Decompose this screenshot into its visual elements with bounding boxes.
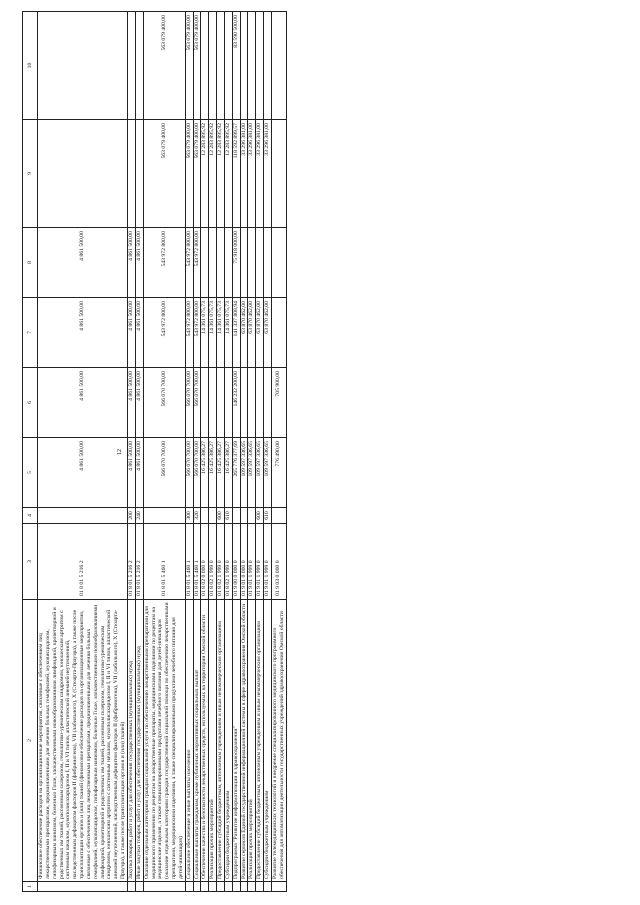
- row-number-cell: [185, 882, 193, 892]
- item-name-cell: Развитие телемедицинских технологий и внедрение специализированного медицинского программного обеспечения для автоматизации деятельности государственных учреждений здравоохранения Омской области: [272, 600, 287, 882]
- amount-cell: 16 425 386,27: [217, 438, 225, 508]
- amount-cell: 563 079 400,00: [185, 120, 193, 228]
- expense-type-cell: [201, 508, 209, 524]
- budget-code-cell: 01 8 01 5 460 1: [185, 524, 193, 600]
- amount-cell: [224, 368, 232, 438]
- amount-cell: [209, 368, 217, 438]
- amount-cell: 14 361 075,73: [217, 298, 225, 368]
- budget-code-cell: 01 9 03 0 000 0: [272, 524, 287, 600]
- amount-cell: [135, 120, 143, 228]
- row-number-cell: [135, 882, 143, 892]
- budget-code-cell: 01 8 01 5 216 2: [135, 524, 143, 600]
- item-name-cell: Реализация прочих мероприятий: [248, 600, 256, 882]
- amount-cell: [264, 12, 272, 120]
- row-number-cell: [264, 882, 272, 892]
- expense-type-cell: 320: [193, 508, 201, 524]
- amount-cell: 16 425 386,27: [224, 438, 232, 508]
- budget-code-cell: 01 9 01 1 999 0: [264, 524, 272, 600]
- row-number-cell: [217, 882, 225, 892]
- amount-cell: [272, 228, 287, 298]
- expense-type-cell: [143, 508, 185, 524]
- amount-cell: 75 918 000,00: [232, 228, 240, 298]
- amount-cell: [201, 368, 209, 438]
- amount-cell: [248, 228, 256, 298]
- item-name-cell: Предоставление субсидий бюджетным, автономным учреждениям и иным некоммерческим организациям: [256, 600, 264, 882]
- amount-cell: 33 296 381,00: [256, 120, 264, 228]
- amount-cell: [201, 12, 209, 120]
- amount-cell: 563 079 400,00: [193, 12, 201, 120]
- amount-cell: [209, 228, 217, 298]
- amount-cell: 566 070 700,00: [143, 368, 185, 438]
- amount-cell: 33 296 381,00: [248, 120, 256, 228]
- amount-cell: [248, 368, 256, 438]
- expense-type-cell: [240, 508, 248, 524]
- budget-code-cell: 01 8 02 1 999 0: [224, 524, 232, 600]
- row-number-cell: [272, 882, 287, 892]
- amount-cell: [224, 228, 232, 298]
- table-row: [264, 12, 272, 892]
- item-name-cell: Закупка товаров, работ и услуг для обеспечения государственных (муниципальных) нужд: [127, 600, 135, 882]
- table-row: [240, 12, 248, 892]
- table-row: [224, 12, 232, 892]
- amount-cell: 14 361 075,73: [201, 298, 209, 368]
- amount-cell: 4 861 500,00: [38, 438, 128, 508]
- item-name-cell: Реализация прочих мероприятий: [209, 600, 217, 882]
- amount-cell: 146 232 200,00: [232, 368, 240, 438]
- table-row: [127, 12, 135, 892]
- amount-cell: 566 070 700,00: [193, 368, 201, 438]
- table-body: [38, 12, 287, 892]
- amount-cell: 16 425 386,27: [201, 438, 209, 508]
- amount-cell: [240, 12, 248, 120]
- column-header-1: 1: [23, 882, 38, 892]
- budget-code-cell: 01 9 01 1 999 0: [256, 524, 264, 600]
- item-name-cell: Подпрограмма "Развитие информатизации в здравоохранении": [232, 600, 240, 882]
- amount-cell: [240, 368, 248, 438]
- row-number-cell: [127, 882, 135, 892]
- amount-cell: 4 861 500,00: [127, 368, 135, 438]
- amount-cell: [217, 228, 225, 298]
- amount-cell: [127, 120, 135, 228]
- page-number: 12: [117, 449, 123, 455]
- expense-type-cell: 200: [127, 508, 135, 524]
- amount-cell: 543 972 800,00: [143, 298, 185, 368]
- amount-cell: 4 861 500,00: [127, 438, 135, 508]
- amount-cell: 563 079 400,00: [193, 120, 201, 228]
- table-row: [256, 12, 264, 892]
- item-name-cell: Развитие сервисов Единой государственной информационной системы в сфере здравоохранения Омской области: [240, 600, 248, 882]
- rotated-page: [22, 12, 622, 892]
- table-row: [248, 12, 256, 892]
- expense-type-cell: 300: [185, 508, 193, 524]
- table-row: [201, 12, 209, 892]
- amount-cell: 543 972 800,00: [185, 228, 193, 298]
- column-header-10: 10: [23, 12, 38, 120]
- amount-cell: 141 337 808,94: [232, 298, 240, 368]
- expense-type-cell: 610: [264, 508, 272, 524]
- column-header-4: 4: [23, 508, 38, 524]
- budget-code-cell: 01 8 01 5 216 2: [38, 524, 128, 600]
- amount-cell: 566 070 700,00: [193, 438, 201, 508]
- amount-cell: 12 283 895,92: [217, 120, 225, 228]
- budget-code-cell: 01 9 00 0 000 0: [232, 524, 240, 600]
- amount-cell: 4 861 500,00: [38, 228, 128, 298]
- amount-cell: 563 079 400,00: [143, 120, 185, 228]
- item-name-cell: Социальное обеспечение и иные выплаты населению: [185, 600, 193, 882]
- expense-type-cell: [209, 508, 217, 524]
- amount-cell: 33 296 381,00: [264, 120, 272, 228]
- table-row: [193, 12, 201, 892]
- budget-code-cell: 01 9 01 1 999 0: [248, 524, 256, 600]
- budget-code-cell: 01 8 01 5 460 1: [143, 524, 185, 600]
- amount-cell: 63 870 462,00: [264, 298, 272, 368]
- column-header-8: 8: [23, 228, 38, 298]
- amount-cell: [256, 12, 264, 120]
- row-number-cell: [256, 882, 264, 892]
- expense-type-cell: 600: [217, 508, 225, 524]
- table-row: [272, 12, 287, 892]
- amount-cell: 543 972 800,00: [193, 298, 201, 368]
- amount-cell: 12 283 895,92: [201, 120, 209, 228]
- amount-cell: 63 870 462,00: [256, 298, 264, 368]
- row-number-cell: [209, 882, 217, 892]
- amount-cell: 4 861 500,00: [135, 228, 143, 298]
- item-name-cell: Обеспечение качества и безопасности лекарственных средств, используемых на территории Омской области: [201, 600, 209, 882]
- amount-cell: 4 861 500,00: [38, 298, 128, 368]
- amount-cell: 566 070 700,00: [143, 438, 185, 508]
- budget-code-cell: 01 9 01 0 000 0: [240, 524, 248, 600]
- amount-cell: 543 972 800,00: [143, 228, 185, 298]
- amount-cell: 33 296 381,00: [240, 120, 248, 228]
- budget-code-cell: 01 8 01 5 460 1: [193, 524, 201, 600]
- expense-type-cell: 240: [135, 508, 143, 524]
- amount-cell: [256, 368, 264, 438]
- amount-cell: 16 425 386,27: [209, 438, 217, 508]
- table-row: [209, 12, 217, 892]
- table-row: [232, 12, 240, 892]
- amount-cell: 543 972 800,00: [185, 298, 193, 368]
- amount-cell: 4 861 500,00: [127, 298, 135, 368]
- amount-cell: [248, 12, 256, 120]
- amount-cell: [272, 298, 287, 368]
- column-header-2: 2: [23, 600, 38, 882]
- column-header-6: 6: [23, 368, 38, 438]
- budget-code-cell: 01 8 02 1 999 0: [209, 524, 217, 600]
- amount-cell: 109 597 336,65: [240, 438, 248, 508]
- amount-cell: 118 592 899,57: [232, 120, 240, 228]
- table-header-row: [23, 12, 38, 892]
- row-number-cell: [38, 882, 128, 892]
- amount-cell: 4 861 500,00: [135, 298, 143, 368]
- amount-cell: 12 283 895,92: [209, 120, 217, 228]
- amount-cell: 543 972 800,00: [193, 228, 201, 298]
- amount-cell: 83 590 500,00: [232, 12, 240, 120]
- item-name-cell: Финансовое обеспечение расходов на организационные мероприятия, связанные с обеспечением лиц лекарственными препаратами, предназначенными для лечения больных гемофилией, муковисцидозом, гипофизарным нанизмом, болезнью Гоше, злокачественными новообразованиями лимфоидной, кроветворной и родственных им тканей, рассеянным склерозом, гемолитико-уремическим синдромом, юношеским артритом с системным началом, мукополисахаридозом I, II и VI типов, апластической анемией неуточненной, наследственным дефицитом факторов II (фибриногена), VII (лабильного), X (Стюарта-Прауэра), а также после трансплантации органов и (или) тканей (финансовое обеспечение расходов на организационные мероприятия, связанные с обеспечением лиц лекарственными препаратами, предназначенными для лечения больных гемофилией, муковисцидозом, гипофизарным нанизмом, болезнью Гоше, злокачественными новообразованиями лимфоидной, кроветворной и родственных им тканей, рассеянным склерозом, гемолитико-уремическим синдромом, юношеским артритом с системным началом, мукополисахаридозом I, II и VI типов, апластической анемией неуточненной, наследственным дефицитом факторов II (фибриногена), VII (лабильного), X (Стюарта-Прауэра), а также после трансплантации органов и (или) тканей): [38, 600, 128, 882]
- budget-table: [22, 11, 287, 892]
- expense-type-cell: [272, 508, 287, 524]
- amount-cell: 4 861 500,00: [38, 368, 128, 438]
- amount-cell: [135, 12, 143, 120]
- table-row: [135, 12, 143, 892]
- amount-cell: 265 776 377,69: [232, 438, 240, 508]
- amount-cell: [264, 228, 272, 298]
- budget-code-cell: 01 8 01 5 216 2: [127, 524, 135, 600]
- amount-cell: 109 597 336,65: [256, 438, 264, 508]
- row-number-cell: [193, 882, 201, 892]
- amount-cell: 12 283 895,92: [224, 120, 232, 228]
- item-name-cell: Предоставление субсидий бюджетным, автономным учреждениям и иным некоммерческим организациям: [217, 600, 225, 882]
- amount-cell: 705 900,00: [272, 368, 287, 438]
- table-row: [38, 12, 128, 892]
- row-number-cell: [224, 882, 232, 892]
- amount-cell: 109 597 336,65: [264, 438, 272, 508]
- item-name-cell: Социальные выплаты гражданам, кроме публичных нормативных социальных выплат: [193, 600, 201, 882]
- amount-cell: [224, 12, 232, 120]
- expense-type-cell: 610: [224, 508, 232, 524]
- expense-type-cell: [232, 508, 240, 524]
- item-name-cell: Оказание отдельным категориям граждан социальной услуги по обеспечению лекарственными препаратами для медицинского применения по рецептам на лекарственные препараты, медицинскими изделиями по рецептам на медицинские изделия, а также специализированными продуктами лечебного питания для детей-инвалидов (оказание отдельным категориям граждан государственной социальной помощи по обеспечению лекарственными препаратами, медицинскими изделиями, а также специализированными продуктами лечебного питания для детей-инвалидов): [143, 600, 185, 882]
- amount-cell: 566 070 700,00: [185, 438, 193, 508]
- amount-cell: 566 070 700,00: [185, 368, 193, 438]
- amount-cell: 563 079 400,00: [143, 12, 185, 120]
- expense-type-cell: 600: [256, 508, 264, 524]
- budget-code-cell: 01 8 02 0 000 0: [201, 524, 209, 600]
- amount-cell: 63 870 462,00: [248, 298, 256, 368]
- amount-cell: [38, 12, 128, 120]
- row-number-cell: [201, 882, 209, 892]
- amount-cell: [272, 12, 287, 120]
- expense-type-cell: [248, 508, 256, 524]
- amount-cell: 109 597 336,65: [248, 438, 256, 508]
- amount-cell: 563 079 400,00: [185, 12, 193, 120]
- amount-cell: 63 870 462,00: [240, 298, 248, 368]
- amount-cell: [38, 120, 128, 228]
- amount-cell: 14 361 075,73: [209, 298, 217, 368]
- column-header-5: 5: [23, 438, 38, 508]
- column-header-9: 9: [23, 120, 38, 228]
- amount-cell: 776 490,00: [272, 438, 287, 508]
- table-row: [143, 12, 185, 892]
- amount-cell: [127, 12, 135, 120]
- amount-cell: 4 861 500,00: [135, 438, 143, 508]
- row-number-cell: [240, 882, 248, 892]
- row-number-cell: [248, 882, 256, 892]
- amount-cell: 4 861 500,00: [127, 228, 135, 298]
- expense-type-cell: [38, 508, 128, 524]
- column-header-3: 3: [23, 524, 38, 600]
- amount-cell: [209, 12, 217, 120]
- amount-cell: [201, 228, 209, 298]
- amount-cell: [272, 120, 287, 228]
- amount-cell: 4 861 500,00: [135, 368, 143, 438]
- item-name-cell: Иные закупки товаров, работ и услуг для обеспечения государственных (муниципальных) нужд: [135, 600, 143, 882]
- amount-cell: [240, 228, 248, 298]
- amount-cell: [217, 368, 225, 438]
- column-header-7: 7: [23, 298, 38, 368]
- item-name-cell: Субсидии бюджетным учреждениям: [224, 600, 232, 882]
- amount-cell: [217, 12, 225, 120]
- budget-code-cell: 01 8 02 1 999 0: [217, 524, 225, 600]
- table-row: [217, 12, 225, 892]
- row-number-cell: [232, 882, 240, 892]
- row-number-cell: [143, 882, 185, 892]
- amount-cell: [256, 228, 264, 298]
- table-row: [185, 12, 193, 892]
- amount-cell: 14 361 075,73: [224, 298, 232, 368]
- item-name-cell: Субсидии бюджетным учреждениям: [264, 600, 272, 882]
- amount-cell: [264, 368, 272, 438]
